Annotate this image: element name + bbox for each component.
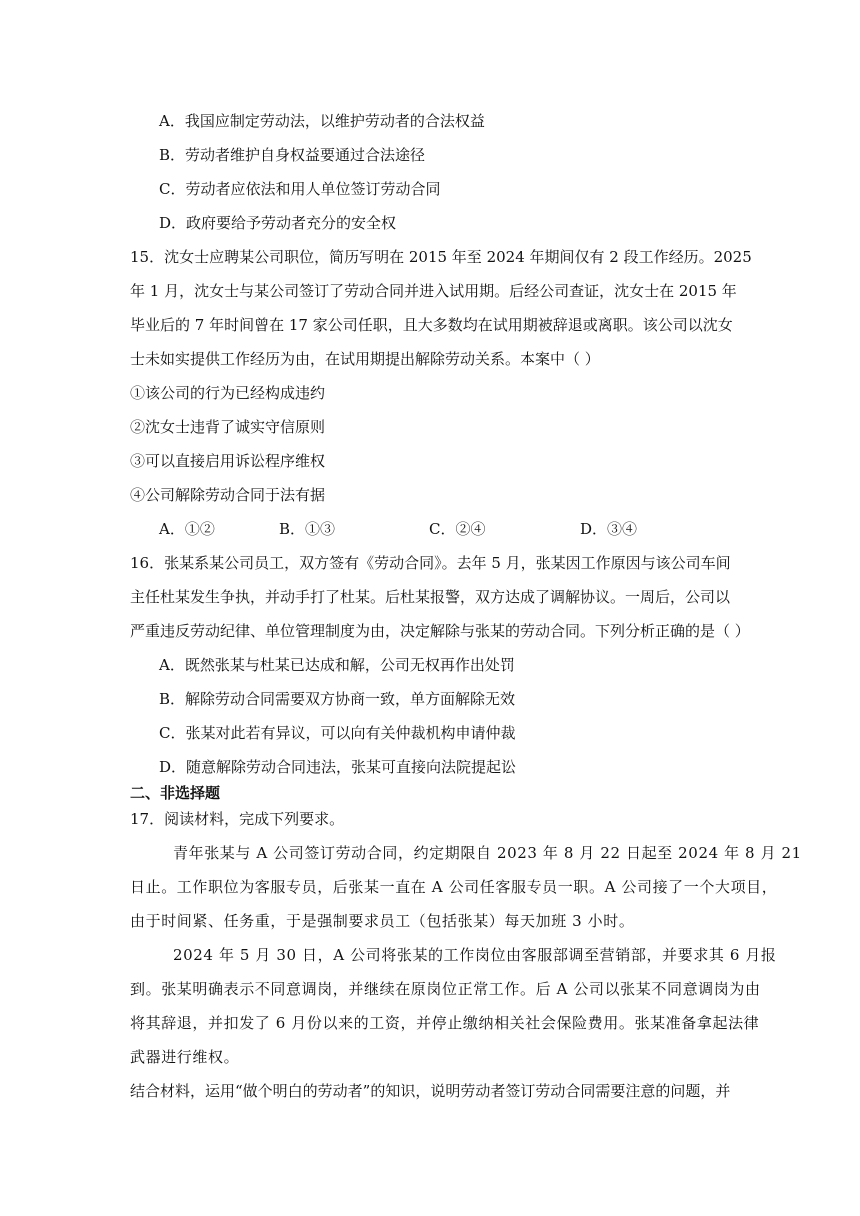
q17-intro: 17．阅读材料，完成下列要求。 (130, 810, 345, 828)
q16-stem-line: 16．张某系某公司员工，双方签有《劳动合同》。去年 5 月，张某因工作原因与该公司车间 (130, 554, 731, 572)
q16-option-a: A．既然张某与杜某已达成和解，公司无权再作出处罚 (159, 656, 515, 674)
q15-statement-3: ③可以直接启用诉讼程序维权 (130, 452, 326, 470)
q15-choice-b: B．①③ (279, 520, 336, 538)
q17-material-line: 日止。工作职位为客服专员，后张某一直在 A 公司任客服专员一职。A 公司接了一个大项目， (130, 878, 778, 896)
q17-material-line: 到。张某明确表示不同意调岗，并继续在原岗位正常工作。后 A 公司以张某不同意调岗为由 (130, 980, 761, 998)
q14-option-d: D．政府要给予劳动者充分的安全权 (159, 214, 397, 232)
q17-material-line: 将其辞退，并扣发了 6 月份以来的工资，并停止缴纳相关社会保险费用。张某准备拿起法律 (130, 1014, 760, 1032)
q17-question: 结合材料，运用“做个明白的劳动者”的知识，说明劳动者签订劳动合同需要注意的问题，并 (130, 1082, 731, 1100)
q15-choice-a: A．①② (159, 520, 215, 538)
q17-material-line: 由于时间紧、任务重，于是强制要求员工（包括张某）每天加班 3 小时。 (130, 912, 635, 930)
q16-option-b: B．解除劳动合同需要双方协商一致，单方面解除无效 (159, 690, 516, 708)
q15-statement-1: ①该公司的行为已经构成违约 (130, 384, 326, 402)
q16-stem-line: 严重违反劳动纪律、单位管理制度为由，决定解除与张某的劳动合同。下列分析正确的是（ ） (130, 622, 750, 640)
q15-stem-line: 15．沈女士应聘某公司职位，简历写明在 2015 年至 2024 年期间仅有 2 段工作经历。2025 (130, 248, 752, 266)
q14-option-b: B．劳动者维护自身权益要通过合法途径 (159, 146, 426, 164)
q14-option-c: C．劳动者应依法和用人单位签订劳动合同 (159, 180, 441, 198)
q15-choices (159, 519, 719, 539)
q15-choice-d: D．③④ (580, 520, 638, 538)
q14-option-a: A．我国应制定劳动法，以维护劳动者的合法权益 (159, 112, 485, 130)
q15-statement-2: ②沈女士违背了诚实守信原则 (130, 418, 326, 436)
q15-stem-line: 毕业后的 7 年时间曾在 17 家公司任职，且大多数均在试用期被辞退或离职。该公司以沈女 (130, 316, 733, 334)
q17-material-line: 青年张某与 A 公司签订劳动合同，约定期限自 2023 年 8 月 22 日起至 2024 年 8 月 21 (173, 844, 802, 862)
section-title: 二、非选择题 (130, 784, 221, 802)
q15-choice-c: C．②④ (429, 520, 486, 538)
q15-stem-line: 士未如实提供工作经历为由，在试用期提出解除劳动关系。本案中（ ） (130, 350, 600, 368)
q16-option-c: C．张某对此若有异议，可以向有关仲裁机构申请仲裁 (159, 724, 516, 742)
q15-stem-line: 年 1 月，沈女士与某公司签订了劳动合同并进入试用期。后经公司查证，沈女士在 2015 年 (130, 282, 737, 300)
q15-statement-4: ④公司解除劳动合同于法有据 (130, 486, 326, 504)
q16-option-d: D．随意解除劳动合同违法，张某可直接向法院提起讼 (159, 758, 517, 776)
q17-material-line: 2024 年 5 月 30 日，A 公司将张某的工作岗位由客服部调至营销部，并要求其 6 月报 (173, 946, 777, 964)
q17-material-line: 武器进行维权。 (130, 1048, 240, 1066)
q16-stem-line: 主任杜某发生争执，并动手打了杜某。后杜某报警，双方达成了调解协议。一周后，公司以 (130, 588, 731, 606)
